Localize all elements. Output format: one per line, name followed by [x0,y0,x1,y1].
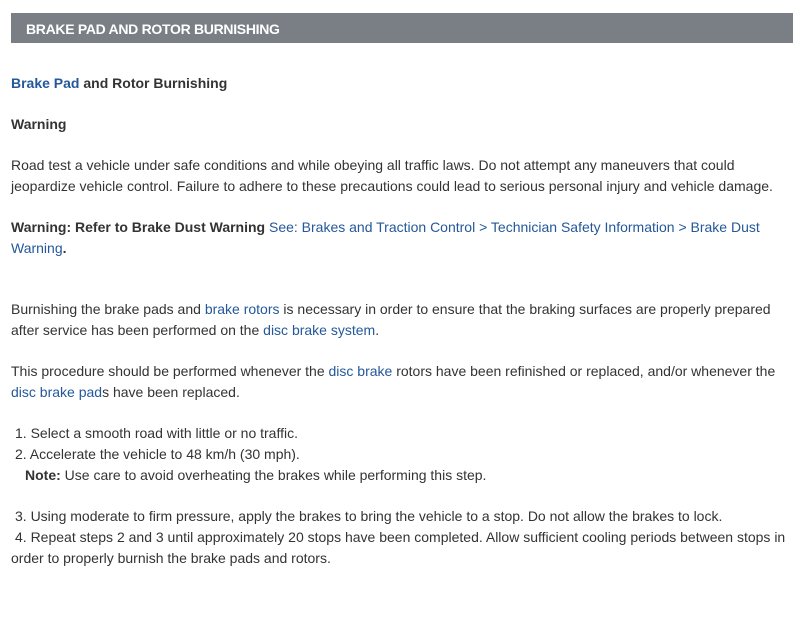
note-label: Note: [25,467,61,483]
para2-text-2: rotors have been refinished or replaced, and/or whenever the [392,363,776,379]
brake-pad-link[interactable]: Brake Pad [11,75,80,91]
step-2: 2. Accelerate the vehicle to 48 km/h (30 mph). [15,446,300,462]
heading-rest: and Rotor Burnishing [79,75,228,91]
section-header [11,13,793,43]
para1-text-1: Burnishing the brake pads and [11,301,205,317]
warning-title: Warning [11,116,67,132]
brake-dust-link[interactable]: See: Brakes and Traction Control > Technician Safety Information > Brake Dust Warning [11,219,760,256]
brake-dust-label: Warning: Refer to Brake Dust Warning [11,219,266,235]
brake-rotors-link[interactable]: brake rotors [204,301,280,317]
step-1: 1. Select a smooth road with little or no traffic. [15,425,298,441]
procedure-paragraph [11,361,791,403]
para1-text-3: . [375,322,380,338]
step-note [25,465,791,486]
burnishing-paragraph [11,299,791,341]
para2-text-3: s have been replaced. [102,384,240,400]
brake-dust-period: . [62,240,67,256]
brake-dust-warning [11,217,791,259]
step-4: 4. Repeat steps 2 and 3 until approximately 20 stops have been completed. Allow sufficient cooling periods between stops in order to properly burnish the brake pads and rotors. [11,529,786,566]
document-body [11,73,791,569]
disc-brake-pad-link[interactable]: disc brake pad [11,384,103,400]
para1-text-2: is necessary in order to ensure that the braking surfaces are properly prepared after service has been performed on the [11,301,771,338]
step-3: 3. Using moderate to firm pressure, apply the brakes to bring the vehicle to a stop. Do not allow the brakes to lock. [15,508,723,524]
page-heading [11,73,791,94]
warning-body: Road test a vehicle under safe conditions and while obeying all traffic laws. Do not attempt any maneuvers that could jeopardize vehicle control. Failure to adhere to these precautions could lead to serious personal injury and vehicle damage. [11,157,773,194]
note-text: Use care to avoid overheating the brakes while performing this step. [60,467,487,483]
section-title: BRAKE PAD AND ROTOR BURNISHING [26,21,280,37]
para2-text-1: This procedure should be performed whenever the [11,363,329,379]
disc-brake-link[interactable]: disc brake [328,363,393,379]
disc-brake-system-link[interactable]: disc brake system [263,322,376,338]
